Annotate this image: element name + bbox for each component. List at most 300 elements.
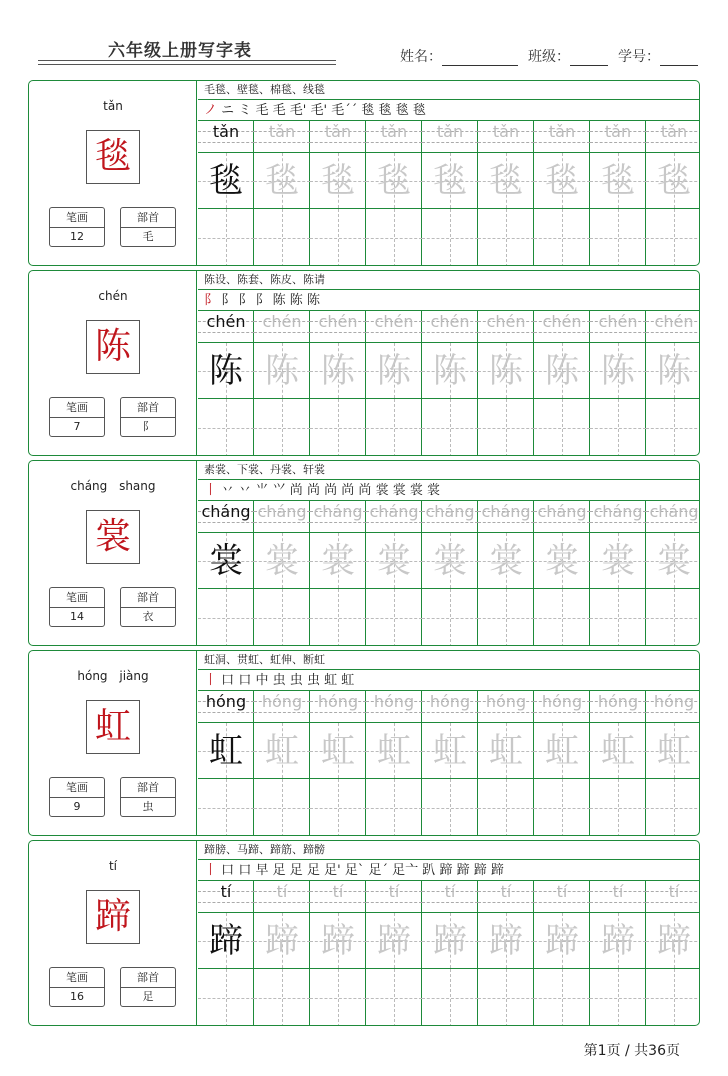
character-cell[interactable]	[590, 533, 646, 589]
blank-character-cell[interactable]	[478, 209, 534, 266]
grid-guide-horizontal	[646, 428, 700, 429]
pinyin-trace: tí	[332, 882, 344, 901]
pinyin-cell[interactable]	[646, 501, 700, 533]
blank-character-cell[interactable]	[366, 589, 422, 646]
character-cell[interactable]	[478, 343, 534, 399]
character-cell[interactable]	[198, 153, 254, 209]
character-cell[interactable]	[422, 153, 478, 209]
stroke-step: 足'	[324, 863, 341, 878]
blank-character-cell[interactable]	[646, 969, 700, 1026]
practice-column	[422, 121, 478, 266]
blank-character-cell[interactable]	[310, 399, 366, 456]
pinyin-cell[interactable]	[646, 311, 700, 343]
name-blank[interactable]	[442, 50, 518, 66]
blank-character-cell[interactable]	[478, 779, 534, 836]
character-cell[interactable]	[646, 533, 700, 589]
practice-column	[254, 121, 310, 266]
blank-character-cell[interactable]	[422, 969, 478, 1026]
character-cell[interactable]	[366, 533, 422, 589]
character-trace: 虹	[657, 731, 691, 771]
pinyin-cell[interactable]	[478, 311, 534, 343]
title-underline	[38, 60, 336, 61]
character-cell[interactable]	[254, 533, 310, 589]
pinyin-cell[interactable]	[198, 311, 254, 343]
grid-guide-vertical	[282, 969, 283, 1026]
character-info-panel	[29, 81, 197, 265]
character-display-box	[86, 320, 140, 374]
stroke-order	[198, 290, 700, 311]
stroke-step: 虫	[272, 673, 286, 688]
grid-guide-vertical	[618, 779, 619, 836]
character-cell[interactable]	[422, 723, 478, 779]
pinyin-cell[interactable]	[422, 881, 478, 913]
character-cell[interactable]	[478, 913, 534, 969]
pinyin-cell[interactable]	[590, 881, 646, 913]
pinyin-cell[interactable]	[254, 691, 310, 723]
word-examples: 蹄膀、马蹄、蹄筋、蹄髈	[198, 841, 700, 860]
blank-character-cell[interactable]	[590, 779, 646, 836]
character-trace: 蹄	[601, 921, 635, 961]
blank-character-cell[interactable]	[254, 209, 310, 266]
blank-character-cell[interactable]	[310, 589, 366, 646]
title-underline-second	[38, 64, 336, 65]
character-display-box	[86, 130, 140, 184]
character-cell[interactable]	[366, 153, 422, 209]
practice-column	[646, 881, 700, 1026]
grid-guide-vertical	[618, 399, 619, 456]
pinyin-cell[interactable]	[478, 691, 534, 723]
radical-box	[120, 397, 176, 437]
stroke-order	[198, 100, 700, 121]
character-cell[interactable]	[646, 153, 700, 209]
practice-column	[478, 121, 534, 266]
character-trace: 虹	[489, 731, 523, 771]
blank-character-cell[interactable]	[478, 589, 534, 646]
blank-character-cell[interactable]	[534, 399, 590, 456]
blank-character-cell[interactable]	[366, 399, 422, 456]
blank-character-cell[interactable]	[422, 779, 478, 836]
stroke-count-box	[49, 397, 105, 437]
grid-guide-vertical	[562, 969, 563, 1026]
character-trace: 虹	[601, 731, 635, 771]
stroke-step: 毛	[272, 103, 286, 118]
pinyin-cell[interactable]	[478, 501, 534, 533]
character-cell[interactable]	[478, 153, 534, 209]
practice-column	[590, 311, 646, 456]
pinyin-cell[interactable]	[422, 691, 478, 723]
class-field[interactable]	[528, 46, 608, 66]
character-card	[28, 80, 700, 266]
pinyin-cell[interactable]	[478, 881, 534, 913]
stroke-step: 阝	[204, 293, 218, 308]
stroke-step: 裳	[427, 483, 441, 498]
blank-character-cell[interactable]	[422, 589, 478, 646]
stroke-step: 早	[255, 863, 269, 878]
stroke-step: ニ	[221, 103, 235, 118]
pinyin-trace: tí	[220, 882, 232, 901]
stroke-step: 毛'	[310, 103, 328, 118]
grid-guide-vertical	[226, 209, 227, 266]
character-trace: 虹	[321, 731, 355, 771]
blank-character-cell[interactable]	[366, 779, 422, 836]
grid-guide-vertical	[674, 209, 675, 266]
character-trace: 陈	[545, 351, 579, 391]
grid-guide-vertical	[282, 779, 283, 836]
pinyin-trace: chén	[206, 312, 246, 331]
pinyin-cell[interactable]	[422, 121, 478, 153]
pinyin-cell[interactable]	[198, 691, 254, 723]
blank-character-cell[interactable]	[646, 779, 700, 836]
character-trace: 裳	[265, 541, 299, 581]
character-trace: 陈	[489, 351, 523, 391]
character-trace: 毯	[209, 161, 243, 201]
character-cell[interactable]	[366, 913, 422, 969]
pinyin-cell[interactable]	[422, 501, 478, 533]
character-trace: 蹄	[489, 921, 523, 961]
stroke-step: 足ˋ	[344, 863, 365, 878]
character-cell[interactable]	[366, 343, 422, 399]
grid-guide-vertical	[338, 969, 339, 1026]
pinyin-trace: hóng	[653, 692, 695, 711]
stroke-step: 足ˊ	[368, 863, 388, 878]
pinyin-cell[interactable]	[310, 311, 366, 343]
practice-column	[254, 881, 310, 1026]
stroke-step: 足亠	[392, 863, 419, 878]
character-cell[interactable]	[534, 343, 590, 399]
blank-character-cell[interactable]	[198, 399, 254, 456]
character-trace: 陈	[265, 351, 299, 391]
pinyin-trace: cháng	[369, 502, 419, 521]
character-cell[interactable]	[478, 723, 534, 779]
grid-guide-vertical	[394, 589, 395, 646]
pinyin-trace: hóng	[541, 692, 583, 711]
pinyin-cell[interactable]	[478, 121, 534, 153]
blank-character-cell[interactable]	[198, 589, 254, 646]
pinyin-cell[interactable]	[366, 881, 422, 913]
stroke-step: 虹	[324, 673, 338, 688]
stroke-step: 丨	[204, 673, 218, 688]
pinyin-cell[interactable]	[366, 691, 422, 723]
pinyin-cell[interactable]	[254, 121, 310, 153]
pinyin-cell[interactable]	[310, 501, 366, 533]
pinyin-cell[interactable]	[310, 881, 366, 913]
character-cell[interactable]	[422, 913, 478, 969]
character-cell[interactable]	[310, 723, 366, 779]
pinyin-cell[interactable]	[254, 881, 310, 913]
grid-guide-vertical	[674, 399, 675, 456]
pinyin-trace: hóng	[485, 692, 527, 711]
character-glyph: 陈	[94, 326, 131, 367]
practice-column	[310, 881, 366, 1026]
character-cell[interactable]	[198, 343, 254, 399]
blank-character-cell[interactable]	[198, 969, 254, 1026]
character-cell[interactable]	[422, 533, 478, 589]
practice-area	[198, 271, 700, 455]
blank-character-cell[interactable]	[534, 969, 590, 1026]
blank-character-cell[interactable]	[198, 209, 254, 266]
radical-box	[120, 587, 176, 627]
blank-character-cell[interactable]	[198, 779, 254, 836]
character-glyph: 虹	[94, 706, 131, 747]
stroke-step: 尚	[289, 483, 303, 498]
grid-guide-vertical	[674, 969, 675, 1026]
pinyin-cell[interactable]	[590, 691, 646, 723]
character-cell[interactable]	[590, 723, 646, 779]
blank-character-cell[interactable]	[534, 209, 590, 266]
character-display-box	[86, 700, 140, 754]
stroke-step: 毯	[378, 103, 392, 118]
blank-character-cell[interactable]	[254, 779, 310, 836]
pinyin-cell[interactable]	[198, 501, 254, 533]
pinyin-trace: tí	[556, 882, 568, 901]
pinyin-cell[interactable]	[254, 311, 310, 343]
blank-character-cell[interactable]	[422, 209, 478, 266]
grid-guide-vertical	[562, 209, 563, 266]
grid-guide-vertical	[338, 779, 339, 836]
character-cell[interactable]	[646, 343, 700, 399]
pinyin-trace: cháng	[313, 502, 363, 521]
stroke-step: 阝	[221, 293, 235, 308]
pinyin-cell[interactable]	[534, 311, 590, 343]
practice-column	[198, 881, 254, 1026]
character-pinyin: cháng shang	[70, 479, 156, 493]
character-trace: 裳	[209, 541, 243, 581]
blank-character-cell[interactable]	[254, 969, 310, 1026]
practice-grid	[198, 881, 700, 1026]
blank-character-cell[interactable]	[590, 399, 646, 456]
radical-box	[120, 967, 176, 1007]
stroke-step: 阝	[255, 293, 269, 308]
stroke-step: 虹	[341, 673, 355, 688]
blank-character-cell[interactable]	[422, 399, 478, 456]
character-trace: 毯	[321, 161, 355, 201]
character-trace: 裳	[657, 541, 691, 581]
stroke-count-label: 笔画	[50, 968, 104, 988]
grid-guide-vertical	[618, 589, 619, 646]
blank-character-cell[interactable]	[254, 399, 310, 456]
practice-grid	[198, 501, 700, 646]
grid-guide-vertical	[394, 779, 395, 836]
blank-character-cell[interactable]	[310, 779, 366, 836]
character-cell[interactable]	[254, 723, 310, 779]
blank-character-cell[interactable]	[646, 209, 700, 266]
class-blank[interactable]	[570, 50, 608, 66]
character-trace: 毯	[657, 161, 691, 201]
pinyin-trace: tǎn	[548, 122, 576, 141]
grid-guide-horizontal	[646, 618, 700, 619]
stroke-step: 口	[238, 863, 252, 878]
blank-character-cell[interactable]	[254, 589, 310, 646]
practice-column	[646, 311, 700, 456]
practice-area	[198, 841, 700, 1025]
pinyin-cell[interactable]	[534, 501, 590, 533]
pinyin-cell[interactable]	[366, 501, 422, 533]
character-trace: 裳	[433, 541, 467, 581]
pinyin-cell[interactable]	[198, 881, 254, 913]
practice-column	[646, 121, 700, 266]
blank-character-cell[interactable]	[478, 399, 534, 456]
character-cell[interactable]	[646, 723, 700, 779]
blank-character-cell[interactable]	[310, 209, 366, 266]
character-cell[interactable]	[254, 153, 310, 209]
practice-column	[310, 501, 366, 646]
character-cell[interactable]	[534, 913, 590, 969]
character-trace: 裳	[601, 541, 635, 581]
character-cell[interactable]	[254, 913, 310, 969]
practice-column	[422, 881, 478, 1026]
pinyin-cell[interactable]	[534, 881, 590, 913]
stroke-step: 虫	[306, 673, 320, 688]
radical-label: 部首	[121, 968, 175, 988]
practice-column	[422, 501, 478, 646]
stroke-step: ミ	[238, 103, 252, 118]
practice-column	[366, 881, 422, 1026]
practice-column	[254, 501, 310, 646]
character-card	[28, 650, 700, 836]
character-cell[interactable]	[590, 343, 646, 399]
number-field[interactable]	[618, 46, 698, 66]
character-cell[interactable]	[478, 533, 534, 589]
stroke-step: 口	[221, 863, 235, 878]
character-cell[interactable]	[198, 533, 254, 589]
pinyin-cell[interactable]	[310, 691, 366, 723]
character-info-panel	[29, 651, 197, 835]
page-header	[0, 0, 728, 80]
character-cell[interactable]	[198, 723, 254, 779]
stroke-step: 陈	[272, 293, 286, 308]
character-trace: 陈	[657, 351, 691, 391]
character-pinyin: tí	[108, 859, 118, 873]
radical-box	[120, 207, 176, 247]
stroke-step: 丨	[204, 863, 218, 878]
stroke-step: ⺍	[272, 483, 286, 498]
number-blank[interactable]	[660, 50, 698, 66]
pinyin-cell[interactable]	[198, 121, 254, 153]
grid-guide-vertical	[562, 779, 563, 836]
pinyin-cell[interactable]	[366, 121, 422, 153]
character-trace: 虹	[377, 731, 411, 771]
blank-character-cell[interactable]	[366, 969, 422, 1026]
character-display-box	[86, 510, 140, 564]
character-cell[interactable]	[534, 153, 590, 209]
practice-column	[478, 311, 534, 456]
character-trace: 虹	[545, 731, 579, 771]
grid-guide-vertical	[506, 779, 507, 836]
grid-guide-vertical	[226, 399, 227, 456]
pinyin-cell[interactable]	[646, 881, 700, 913]
character-cell[interactable]	[590, 153, 646, 209]
stroke-step: 蹄	[456, 863, 470, 878]
pinyin-cell[interactable]	[534, 691, 590, 723]
grid-guide-vertical	[618, 969, 619, 1026]
character-trace: 裳	[377, 541, 411, 581]
pinyin-trace: chén	[542, 312, 582, 331]
pinyin-cell[interactable]	[590, 501, 646, 533]
radical-value: 足	[142, 990, 154, 1003]
grid-guide-vertical	[282, 209, 283, 266]
pinyin-trace: tí	[444, 882, 456, 901]
pinyin-trace: chén	[486, 312, 526, 331]
blank-character-cell[interactable]	[590, 969, 646, 1026]
grid-guide-vertical	[450, 969, 451, 1026]
character-cell[interactable]	[646, 913, 700, 969]
stroke-step: 尚	[341, 483, 355, 498]
grid-guide-vertical	[394, 399, 395, 456]
pinyin-cell[interactable]	[646, 691, 700, 723]
character-cell[interactable]	[198, 913, 254, 969]
stroke-step: 阝	[238, 293, 252, 308]
blank-character-cell[interactable]	[310, 969, 366, 1026]
pinyin-cell[interactable]	[254, 501, 310, 533]
character-trace: 毯	[545, 161, 579, 201]
pinyin-cell[interactable]	[366, 311, 422, 343]
character-cell[interactable]	[310, 343, 366, 399]
pinyin-trace: cháng	[201, 502, 251, 521]
character-glyph: 毯	[94, 136, 131, 177]
pinyin-trace: tí	[276, 882, 288, 901]
blank-character-cell[interactable]	[534, 589, 590, 646]
blank-character-cell[interactable]	[478, 969, 534, 1026]
character-cell[interactable]	[534, 533, 590, 589]
practice-column	[534, 691, 590, 836]
pinyin-cell[interactable]	[590, 121, 646, 153]
practice-column	[478, 501, 534, 646]
character-glyph: 蹄	[94, 896, 131, 937]
blank-character-cell[interactable]	[366, 209, 422, 266]
pinyin-trace: hóng	[261, 692, 303, 711]
blank-character-cell[interactable]	[590, 209, 646, 266]
stroke-step: 中	[255, 673, 269, 688]
name-field[interactable]	[400, 46, 518, 66]
practice-column	[198, 311, 254, 456]
practice-column	[366, 311, 422, 456]
practice-column	[478, 881, 534, 1026]
character-cell[interactable]	[254, 343, 310, 399]
grid-guide-vertical	[450, 209, 451, 266]
character-cell[interactable]	[534, 723, 590, 779]
character-trace: 蹄	[657, 921, 691, 961]
class-label: 班级：	[528, 49, 570, 65]
radical-value: 阝	[142, 420, 154, 433]
stroke-step: 足	[272, 863, 286, 878]
blank-character-cell[interactable]	[646, 589, 700, 646]
character-cell[interactable]	[310, 533, 366, 589]
character-card	[28, 270, 700, 456]
blank-character-cell[interactable]	[646, 399, 700, 456]
pinyin-trace: tí	[388, 882, 400, 901]
stroke-step: 口	[221, 673, 235, 688]
character-cell[interactable]	[422, 343, 478, 399]
practice-column	[590, 121, 646, 266]
stroke-step: 丨	[204, 483, 218, 498]
stroke-step: 陈	[289, 293, 303, 308]
character-cell[interactable]	[590, 913, 646, 969]
pinyin-cell[interactable]	[646, 121, 700, 153]
stroke-step: ノ	[204, 103, 218, 118]
pinyin-cell[interactable]	[534, 121, 590, 153]
word-examples: 毛毯、壁毯、棉毯、线毯	[198, 81, 700, 100]
character-cell[interactable]	[310, 153, 366, 209]
character-cell[interactable]	[366, 723, 422, 779]
blank-character-cell[interactable]	[534, 779, 590, 836]
grid-guide-vertical	[618, 209, 619, 266]
blank-character-cell[interactable]	[590, 589, 646, 646]
character-cell[interactable]	[310, 913, 366, 969]
pinyin-cell[interactable]	[422, 311, 478, 343]
pinyin-cell[interactable]	[310, 121, 366, 153]
pinyin-cell[interactable]	[590, 311, 646, 343]
page-title: 六年级上册写字表	[108, 41, 252, 61]
